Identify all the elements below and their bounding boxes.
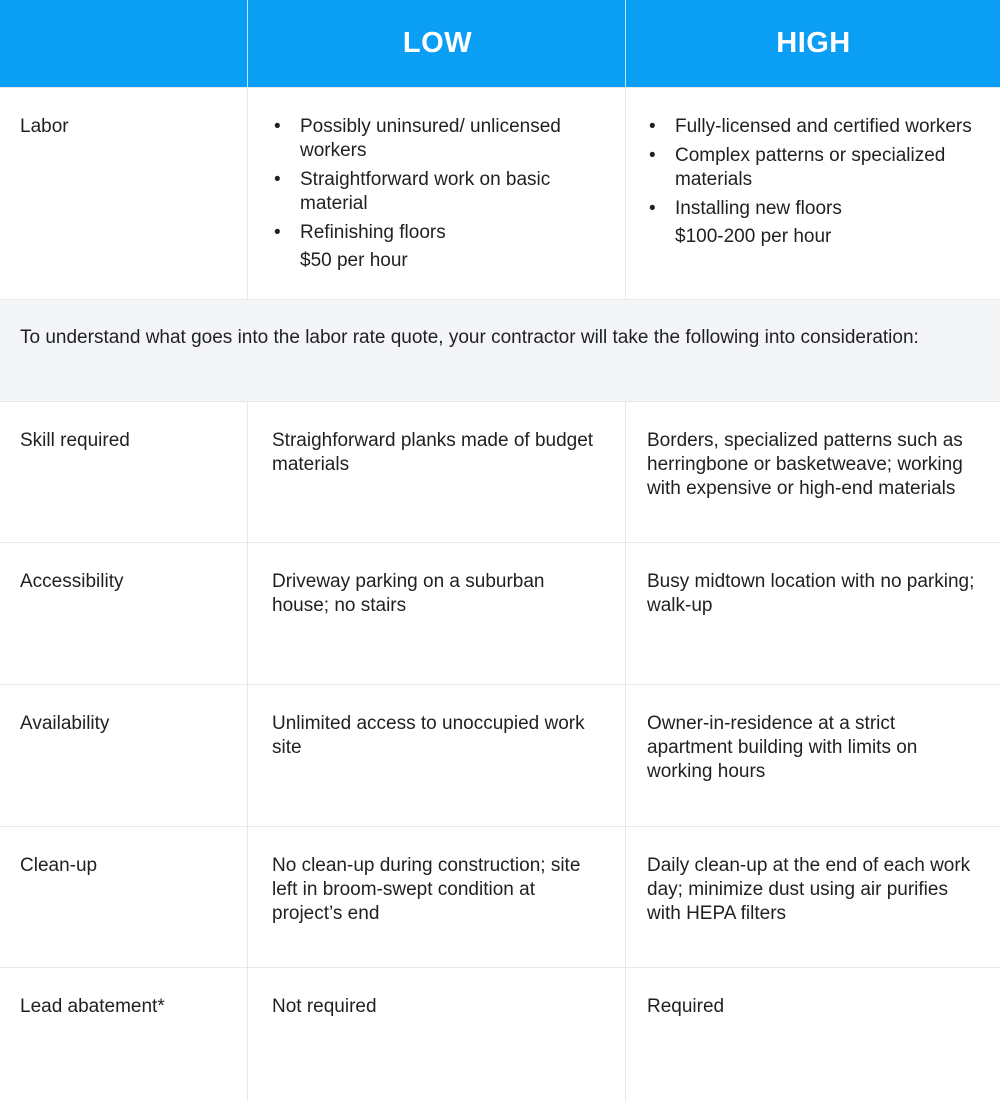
- header-empty-cell: [0, 0, 247, 87]
- table-row: [0, 401, 1000, 542]
- list-item: • Installing new floors: [647, 197, 980, 221]
- row-label: Clean-up: [20, 855, 98, 876]
- high-cell: Borders, specialized patterns such as herringbone or basketweave; working with expensive or high-end materials: [625, 402, 1000, 542]
- high-cell: Daily clean-up at the end of each work day; minimize dust using air purifies with HEPA filters: [625, 827, 1000, 967]
- list-item: • Fully-licensed and certified workers: [647, 115, 980, 139]
- low-rate: $50 per hour: [300, 250, 408, 271]
- table-row-labor: [0, 87, 1000, 299]
- table-header: [0, 0, 1000, 87]
- low-cell: Straighforward planks made of budget materials: [247, 402, 625, 542]
- row-label: Labor: [20, 116, 69, 137]
- list-item: • Complex patterns or specialized materials: [647, 144, 980, 192]
- high-rate: $100-200 per hour: [675, 226, 832, 247]
- low-bullet-list: [272, 115, 603, 245]
- low-cell: No clean-up during construction; site left in broom-swept condition at project’s end: [247, 827, 625, 967]
- list-item: • Straightforward work on basic material: [272, 168, 603, 216]
- low-cell: Unlimited access to unoccupied work site: [247, 685, 625, 826]
- row-label: Lead abatement*: [20, 996, 165, 1017]
- list-item: • Refinishing floors: [272, 221, 603, 245]
- low-cell: [247, 88, 625, 299]
- high-cell: Busy midtown location with no parking; walk-up: [625, 543, 1000, 684]
- low-cell: Driveway parking on a suburban house; no stairs: [247, 543, 625, 684]
- header-low: LOW: [247, 0, 625, 87]
- high-cell: Owner-in-residence at a strict apartment building with limits on working hours: [625, 685, 1000, 826]
- row-label: Skill required: [20, 430, 130, 451]
- low-cell: Not required: [247, 968, 625, 1101]
- table-row: [0, 684, 1000, 826]
- list-item: • Possibly uninsured/ unlicensed workers: [272, 115, 603, 163]
- table-row: [0, 542, 1000, 684]
- row-label: Accessibility: [20, 571, 124, 592]
- table-row: [0, 826, 1000, 967]
- row-label: Availability: [20, 713, 110, 734]
- high-cell: [625, 88, 1000, 299]
- table-row: [0, 967, 1000, 1101]
- header-high: HIGH: [625, 0, 1000, 87]
- high-bullet-list: [647, 115, 980, 221]
- high-cell: Required: [625, 968, 1000, 1101]
- consideration-note: To understand what goes into the labor rate quote, your contractor will take the following into consideration:: [0, 299, 1000, 401]
